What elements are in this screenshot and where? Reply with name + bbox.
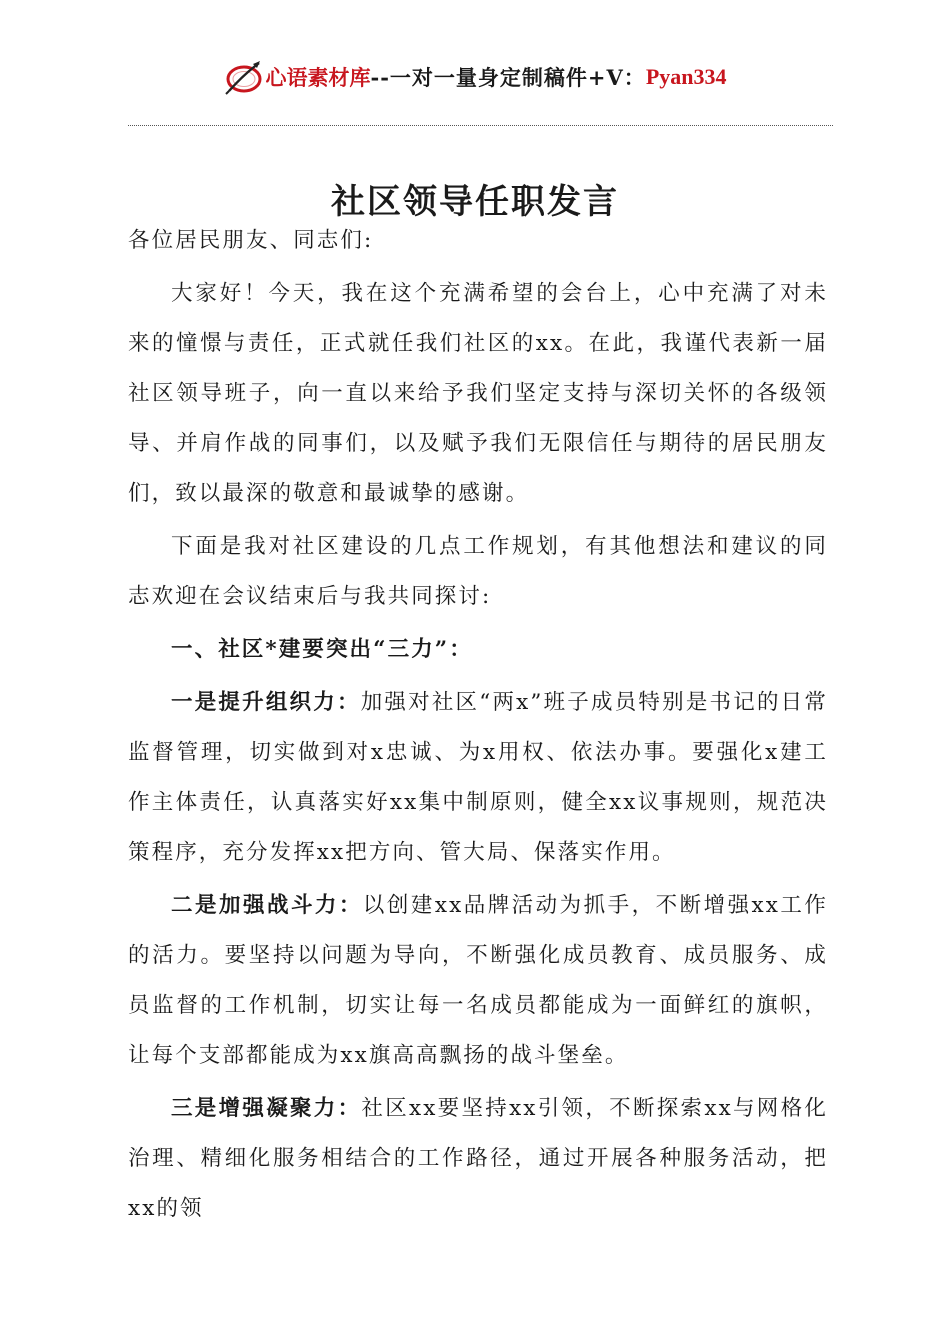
plan-item-1-lead: 一是提升组织力：: [171, 690, 361, 715]
plan-item-3-text: 社区xx要坚持xx引领，不断探索xx与网格化治理、精细化服务相结合的工作路径，通过开展各种服务活动，把xx的领: [128, 1096, 828, 1221]
document-title: 社区领导任职发言: [331, 182, 619, 222]
plan-item-1-text: 加强对社区“两x”班子成员特别是书记的日常监督管理，切实做到对x忠诚、为x用权、依法办事。要强化x建工作主体责任，认真落实好xx集中制原则，健全xx议事规则，规范决策程序，充分发挥xx把方向、管大局、保落实作用。: [128, 690, 828, 865]
header-tagline: --一对一量身定制稿件+V：: [370, 65, 646, 90]
paragraph-plan-intro: 下面是我对社区建设的几点工作规划，有其他想法和建议的同志欢迎在会议结束后与我共同探讨:: [128, 534, 828, 609]
plan-item-1: [128, 678, 828, 878]
plan-item-2: [128, 881, 828, 1081]
section-heading: 一、社区*建要突出“三力”：: [171, 637, 473, 662]
quill-pen-logo: [223, 58, 263, 96]
salutation: 各位居民朋友、同志们:: [128, 228, 374, 253]
document-body: [128, 212, 828, 1234]
wechat-id: Pyan334: [645, 64, 727, 89]
brand-name: 心语素材库: [265, 66, 371, 90]
header-divider: [128, 125, 833, 126]
plan-item-3-lead: 三是增强凝聚力：: [171, 1096, 362, 1121]
plan-item-3: [128, 1084, 828, 1234]
paragraph-greeting: 大家好！今天，我在这个充满希望的会台上，心中充满了对未来的憧憬与责任，正式就任我们社区的xx。在此，我谨代表新一届社区领导班子，向一直以来给予我们坚定支持与深切关怀的各级领导、并肩作战的同事们，以及赋予我们无限信任与期待的居民朋友们，致以最深的敬意和最诚挚的感谢。: [128, 281, 828, 506]
plan-item-2-lead: 二是加强战斗力：: [171, 893, 363, 918]
plan-item-2-text: 以创建xx品牌活动为抓手，不断增强xx工作的活力。要坚持以问题为导向，不断强化成员教育、成员服务、成员监督的工作机制，切实让每一名成员都能成为一面鲜红的旗帜，让每个支部都能成为xx旗高高飘扬的战斗堡垒。: [128, 893, 828, 1068]
page-header: [0, 58, 950, 102]
